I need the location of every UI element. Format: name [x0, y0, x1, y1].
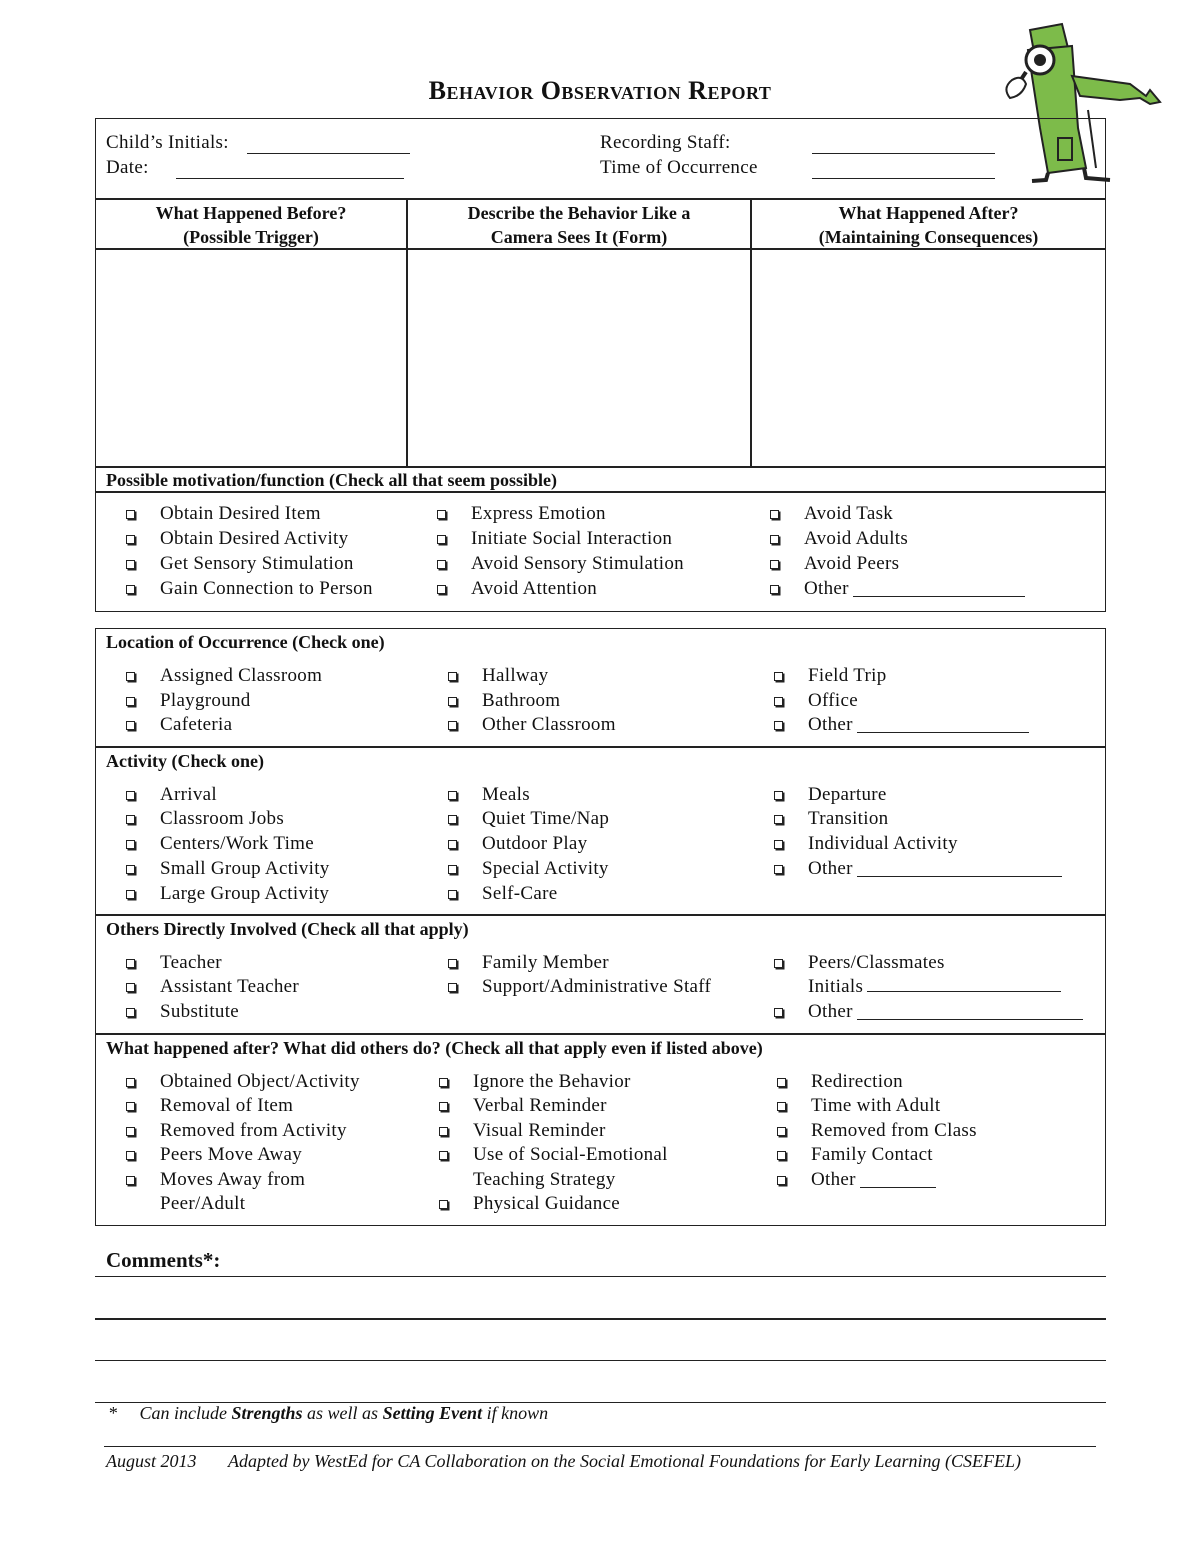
checkbox-icon[interactable] [448, 697, 457, 706]
checkbox-option[interactable]: Other [774, 714, 1029, 736]
checkbox-option[interactable]: Other [774, 1001, 1083, 1023]
checkbox-option[interactable]: Self-Care [448, 883, 558, 905]
divider [95, 746, 1106, 748]
checkbox-icon[interactable] [774, 865, 783, 874]
checkbox-icon[interactable] [126, 840, 135, 849]
date-field[interactable] [176, 178, 404, 179]
checkbox-option[interactable]: Cafeteria [126, 714, 232, 736]
checkbox-icon[interactable] [448, 791, 457, 800]
checkbox-option[interactable]: Verbal Reminder [439, 1095, 607, 1117]
checkbox-option[interactable]: Obtain Desired Item [126, 503, 321, 525]
checkbox-icon[interactable] [439, 1151, 448, 1160]
checkbox-icon[interactable] [126, 1078, 135, 1087]
checkbox-icon[interactable] [774, 840, 783, 849]
other-field[interactable] [857, 861, 1062, 877]
checkbox-option[interactable]: Get Sensory Stimulation [126, 553, 354, 575]
checkbox-option[interactable]: Removed from Class [777, 1120, 977, 1142]
checkbox-option[interactable]: Other [777, 1169, 936, 1191]
checkbox-icon[interactable] [126, 1127, 135, 1136]
checkbox-icon[interactable] [126, 983, 135, 992]
checkbox-icon[interactable] [437, 510, 446, 519]
comments-label: Comments*: [106, 1248, 221, 1272]
checkbox-icon[interactable] [448, 865, 457, 874]
divider [95, 491, 1106, 493]
checkbox-icon[interactable] [774, 697, 783, 706]
divider [95, 198, 1106, 200]
footer-rule [104, 1446, 1096, 1447]
checkbox-icon[interactable] [126, 1151, 135, 1160]
checkbox-option[interactable]: Obtain Desired Activity [126, 528, 348, 550]
date-label: Date: [106, 157, 149, 178]
checkbox-icon[interactable] [437, 560, 446, 569]
checkbox-option[interactable]: Office [774, 690, 858, 712]
motivation-heading: Possible motivation/function (Check all that seem possible) [106, 470, 558, 490]
footnote: * Can include Strengths as well as Setting Event if known [108, 1403, 549, 1423]
checkbox-icon[interactable] [448, 959, 457, 968]
checkbox-icon[interactable] [448, 815, 457, 824]
checkbox-icon[interactable] [448, 672, 457, 681]
behavior-entry-area[interactable] [409, 250, 749, 465]
checkbox-icon[interactable] [126, 721, 135, 730]
checkbox-icon[interactable] [439, 1200, 448, 1209]
checkbox-icon[interactable] [774, 672, 783, 681]
checkbox-icon[interactable] [448, 890, 457, 899]
checkbox-option[interactable]: Support/Administrative Staff [448, 976, 711, 998]
checkbox-option[interactable]: Substitute [126, 1001, 239, 1023]
checkbox-icon[interactable] [126, 560, 135, 569]
checkbox-option[interactable]: Assigned Classroom [126, 665, 322, 687]
checkbox-option[interactable]: Teacher [126, 952, 222, 974]
other-field[interactable] [857, 1004, 1083, 1020]
checkbox-option[interactable]: Hallway [448, 665, 548, 687]
comment-line[interactable] [95, 1360, 1106, 1361]
checkbox-option[interactable]: Avoid Peers [770, 553, 899, 575]
checkbox-option[interactable]: Family Member [448, 952, 609, 974]
checkbox-option[interactable]: Removed from Activity [126, 1120, 347, 1142]
footer-date: August 2013 [106, 1451, 197, 1471]
initials-field[interactable] [867, 976, 1061, 992]
checkbox-icon[interactable] [439, 1102, 448, 1111]
checkbox-icon[interactable] [126, 672, 135, 681]
column-header-after: What Happened After? (Maintaining Consequences) [818, 203, 1039, 247]
checkbox-icon[interactable] [126, 697, 135, 706]
comment-line[interactable] [95, 1318, 1106, 1320]
checkbox-option[interactable]: Outdoor Play [448, 833, 587, 855]
checkbox-icon[interactable] [126, 510, 135, 519]
childs-initials-field[interactable] [247, 153, 410, 154]
checkbox-option[interactable]: Other Classroom [448, 714, 616, 736]
checkbox-option[interactable]: Small Group Activity [126, 858, 330, 880]
checkbox-icon[interactable] [126, 890, 135, 899]
checkbox-option[interactable]: Initiate Social Interaction [437, 528, 672, 550]
checkbox-option[interactable]: Meals [448, 784, 530, 806]
time-of-occurrence-field[interactable] [812, 178, 995, 179]
checkbox-icon[interactable] [126, 1102, 135, 1111]
checkbox-option[interactable]: Assistant Teacher [126, 976, 299, 998]
comment-line[interactable] [95, 1276, 1106, 1277]
checkbox-option[interactable]: Peers/Classmates [774, 952, 945, 974]
checkbox-icon[interactable] [777, 1102, 786, 1111]
checkbox-icon[interactable] [448, 721, 457, 730]
checkbox-option[interactable]: Large Group Activity [126, 883, 329, 905]
checkbox-option[interactable]: Quiet Time/Nap [448, 808, 609, 830]
checkbox-option[interactable]: Classroom Jobs [126, 808, 284, 830]
checkbox-icon[interactable] [437, 535, 446, 544]
checkbox-icon[interactable] [774, 791, 783, 800]
divider [95, 914, 1106, 916]
checkbox-option[interactable]: Physical Guidance [439, 1193, 620, 1215]
other-field[interactable] [853, 581, 1025, 597]
initials-label: Initials [808, 976, 1061, 998]
checkbox-option[interactable]: Peers Move Away [126, 1144, 302, 1166]
after-entry-area[interactable] [753, 250, 1104, 465]
checkbox-option[interactable]: Other [770, 578, 1025, 600]
checkbox-option[interactable]: Avoid Adults [770, 528, 908, 550]
checkbox-option[interactable]: Avoid Task [770, 503, 893, 525]
checkbox-icon[interactable] [448, 983, 457, 992]
others-heading: Others Directly Involved (Check all that apply) [106, 919, 469, 939]
before-entry-area[interactable] [97, 250, 405, 465]
checkbox-icon[interactable] [126, 959, 135, 968]
divider [95, 466, 1106, 468]
checkbox-icon[interactable] [126, 1008, 135, 1017]
checkbox-option[interactable]: Express Emotion [437, 503, 606, 525]
checkbox-option[interactable]: Centers/Work Time [126, 833, 314, 855]
checkbox-icon[interactable] [777, 1151, 786, 1160]
checkbox-icon[interactable] [126, 815, 135, 824]
option-continuation: Teaching Strategy [473, 1169, 616, 1190]
checkbox-icon[interactable] [448, 840, 457, 849]
checkbox-option[interactable]: Bathroom [448, 690, 560, 712]
checkbox-option[interactable]: Obtained Object/Activity [126, 1071, 360, 1093]
footer-credit: Adapted by WestEd for CA Collaboration on the Social Emotional Foundations for Early Learning (CSEFEL) [228, 1451, 1021, 1471]
checkbox-option[interactable]: Special Activity [448, 858, 609, 880]
divider [95, 1033, 1106, 1035]
checkbox-icon[interactable] [770, 510, 779, 519]
checkbox-option[interactable]: Use of Social-Emotional [439, 1144, 668, 1166]
checkbox-option[interactable]: Ignore the Behavior [439, 1071, 631, 1093]
checkbox-icon[interactable] [770, 535, 779, 544]
checkbox-option[interactable]: Transition [774, 808, 888, 830]
column-header-before: What Happened Before? (Possible Trigger) [155, 203, 347, 247]
other-field[interactable] [857, 717, 1029, 733]
checkbox-option[interactable]: Family Contact [777, 1144, 933, 1166]
activity-heading: Activity (Check one) [106, 751, 264, 771]
checkbox-icon[interactable] [437, 585, 446, 594]
recording-staff-label: Recording Staff: [600, 132, 731, 153]
checkbox-icon[interactable] [774, 959, 783, 968]
checkbox-icon[interactable] [774, 815, 783, 824]
time-of-occurrence-label: Time of Occurrence [600, 157, 758, 178]
checkbox-option[interactable]: Removal of Item [126, 1095, 293, 1117]
checkbox-icon[interactable] [126, 791, 135, 800]
checkbox-option[interactable]: Gain Connection to Person [126, 578, 373, 600]
checkbox-icon[interactable] [777, 1127, 786, 1136]
checkbox-option[interactable]: Field Trip [774, 665, 887, 687]
page-title: Behavior Observation Report [428, 76, 772, 105]
checkbox-icon[interactable] [777, 1078, 786, 1087]
checkbox-option[interactable]: Individual Activity [774, 833, 958, 855]
checkbox-option[interactable]: Avoid Sensory Stimulation [437, 553, 684, 575]
checkbox-icon[interactable] [126, 865, 135, 874]
checkbox-option[interactable]: Redirection [777, 1071, 903, 1093]
checkbox-option[interactable]: Avoid Attention [437, 578, 597, 600]
checkbox-icon[interactable] [774, 721, 783, 730]
checkbox-option[interactable]: Other [774, 858, 1062, 880]
checkbox-icon[interactable] [126, 585, 135, 594]
after-heading: What happened after? What did others do? (Check all that apply even if listed above) [106, 1038, 763, 1058]
checkbox-icon[interactable] [777, 1176, 786, 1185]
checkbox-icon[interactable] [126, 535, 135, 544]
checkbox-icon[interactable] [774, 1008, 783, 1017]
checkbox-option[interactable]: Arrival [126, 784, 217, 806]
checkbox-icon[interactable] [439, 1127, 448, 1136]
checkbox-icon[interactable] [770, 560, 779, 569]
recording-staff-field[interactable] [812, 153, 995, 154]
location-heading: Location of Occurrence (Check one) [106, 632, 385, 652]
checkbox-option[interactable]: Moves Away from [126, 1169, 305, 1191]
checkbox-icon[interactable] [439, 1078, 448, 1087]
childs-initials-label: Child’s Initials: [106, 132, 229, 153]
other-field[interactable] [860, 1172, 936, 1188]
checkbox-icon[interactable] [126, 1176, 135, 1185]
checkbox-option[interactable]: Time with Adult [777, 1095, 940, 1117]
checkbox-icon[interactable] [770, 585, 779, 594]
option-continuation: Peer/Adult [160, 1193, 246, 1214]
checkbox-option[interactable]: Playground [126, 690, 251, 712]
checkbox-option[interactable]: Visual Reminder [439, 1120, 606, 1142]
checkbox-option[interactable]: Departure [774, 784, 887, 806]
column-header-behavior: Describe the Behavior Like a Camera Sees It (Form) [467, 203, 691, 247]
